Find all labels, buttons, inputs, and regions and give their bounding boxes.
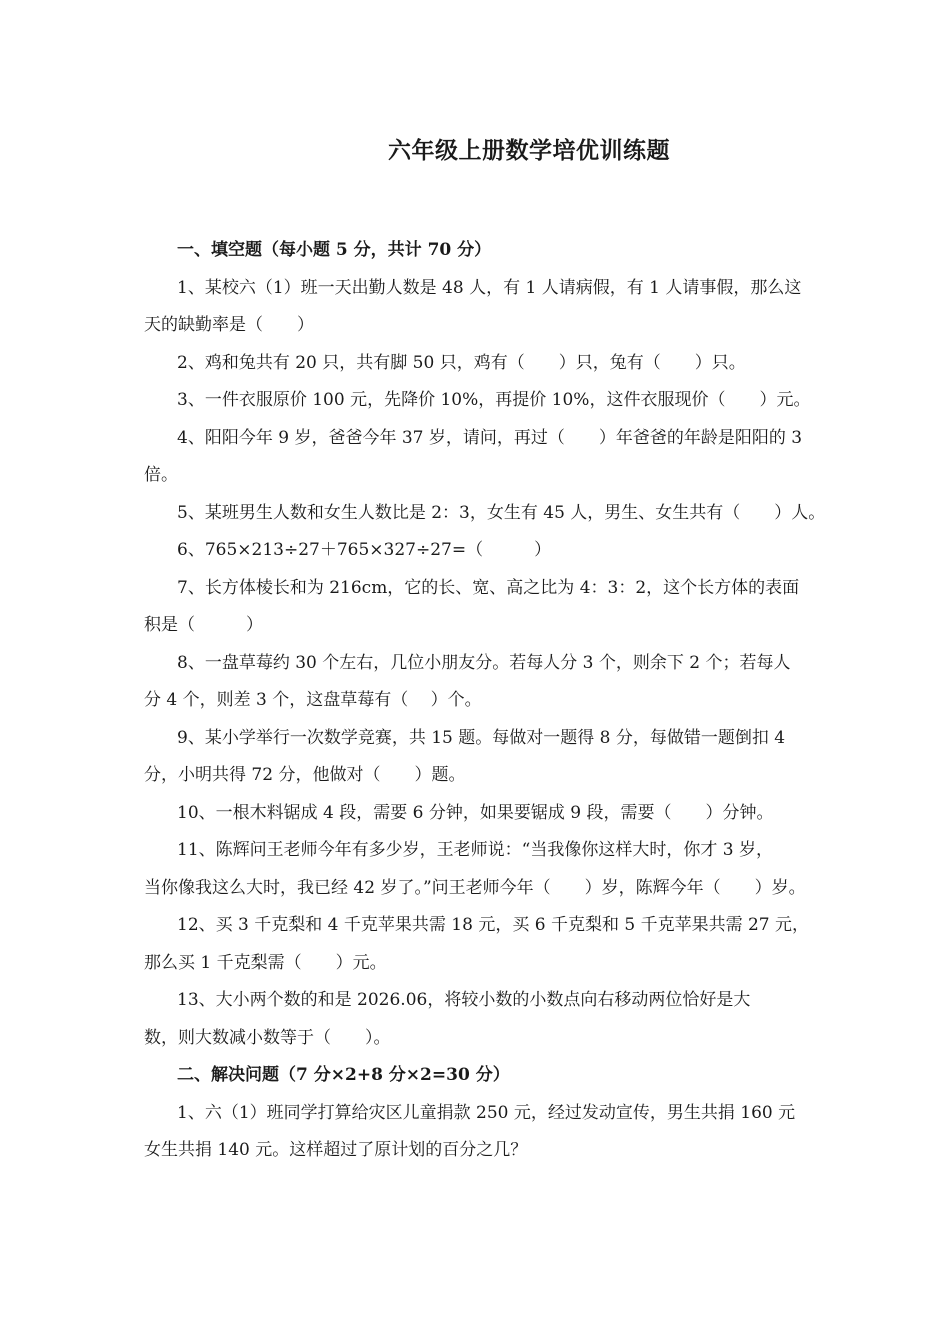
document-body (144, 232, 826, 1170)
question-line: 11、陈辉问王老师今年有多少岁，王老师说：“当我像你这样大时，你才 3 岁， (177, 840, 773, 860)
question-line: 1、六（1）班同学打算给灾区儿童捐款 250 元，经过发动宣传，男生共捐 160 元 (177, 1102, 796, 1123)
section-heading-fill-in: 一、填空题（每小题 5 分，共计 70 分） (177, 240, 492, 260)
question-line: 12、买 3 千克梨和 4 千克苹果共需 18 元，买 6 千克梨和 5 千克苹果共需 27 元， (177, 915, 810, 935)
question-line: 9、某小学举行一次数学竞赛，共 15 题。每做对一题得 8 分，每做错一题倒扣 4 (177, 727, 786, 748)
question-line: 13、大小两个数的和是 2026.06，将较小数的小数点向右移动两位恰好是大 (177, 990, 751, 1010)
question-line: 3、一件衣服原价 100 元，先降价 10%，再提价 10%，这件衣服现价（ ）元。 (177, 390, 811, 410)
question-line: 分 4 个，则差 3 个，这盘草莓有（ ）个。 (144, 690, 482, 710)
question-line: 当你像我这么大时，我已经 42 岁了。”问王老师今年（ ）岁，陈辉今年（ ）岁。 (144, 877, 806, 898)
section-heading-problems: 二、解决问题（7 分×2+8 分×2=30 分） (177, 1065, 510, 1085)
question-line: 4、阳阳今年 9 岁，爸爸今年 37 岁，请问，再过（ ）年爸爸的年龄是阳阳的 3 (177, 427, 803, 448)
question-line: 天的缺勤率是（ ） (144, 315, 314, 335)
question-line: 7、长方体棱长和为 216cm，它的长、宽、高之比为 4：3：2，这个长方体的表面 (177, 577, 800, 598)
question-line: 积是（ ） (144, 615, 263, 635)
question-line: 8、一盘草莓约 30 个左右，几位小朋友分。若每人分 3 个，则余下 2 个；若每人 (177, 652, 791, 673)
question-line: 10、一根木料锯成 4 段，需要 6 分钟，如果要锯成 9 段，需要（ ）分钟。 (177, 802, 774, 823)
question-line: 倍。 (144, 465, 178, 485)
question-line: 6、765×213÷27＋765×327÷27=（ ） (177, 540, 552, 560)
question-line: 数，则大数减小数等于（ ）。 (144, 1027, 391, 1048)
question-line: 分，小明共得 72 分，他做对（ ）题。 (144, 765, 466, 785)
document-title: 六年级上册数学培优训练题 (388, 137, 670, 164)
question-line: 1、某校六（1）班一天出勤人数是 48 人，有 1 人请病假，有 1 人请事假，那么这 (177, 277, 802, 298)
question-line: 女生共捐 140 元。这样超过了原计划的百分之几？ (144, 1140, 528, 1160)
question-line: 那么买 1 千克梨需（ ）元。 (144, 952, 387, 973)
question-line: 5、某班男生人数和女生人数比是 2：3，女生有 45 人，男生、女生共有（ ）人。 (177, 502, 826, 523)
question-line: 2、鸡和兔共有 20 只，共有脚 50 只，鸡有（ ）只，兔有（ ）只。 (177, 352, 746, 373)
